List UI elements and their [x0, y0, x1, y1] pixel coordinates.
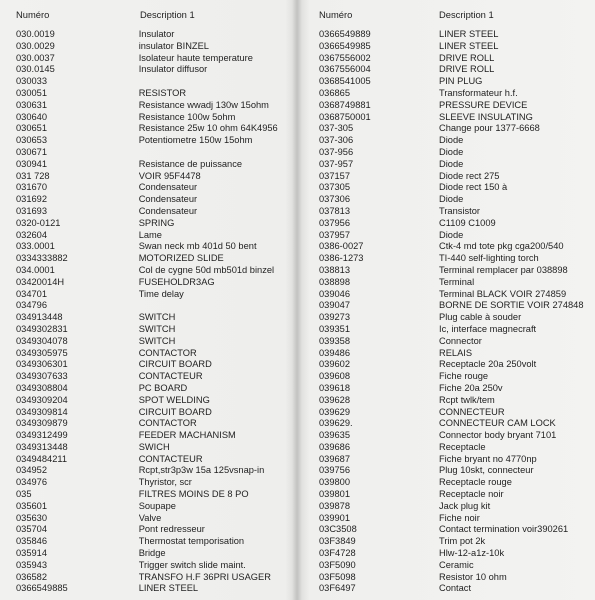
- table-row: [319, 395, 594, 407]
- part-description: Fiche 20a 250v: [439, 382, 503, 393]
- part-number: 039047: [319, 300, 351, 311]
- part-number: 037157: [319, 170, 351, 181]
- part-number: 039687: [319, 453, 351, 464]
- part-number: 03420014H: [16, 276, 65, 287]
- table-row: [16, 265, 297, 277]
- table-row: [319, 536, 594, 548]
- part-number: 0320-0121: [16, 217, 61, 228]
- table-row: [16, 454, 297, 466]
- table-row: [319, 501, 594, 513]
- part-number: 039046: [319, 288, 351, 299]
- table-row: [319, 583, 594, 595]
- part-description: Trigger switch slide maint.: [138, 559, 246, 570]
- table-row: [16, 312, 297, 324]
- table-row: [16, 442, 297, 454]
- part-number: 039618: [319, 382, 351, 393]
- part-description: LINER STEEL: [439, 40, 499, 51]
- table-row: [319, 147, 594, 159]
- part-description: Rcpt,str3p3w 15a 125vsnap-in: [138, 465, 265, 476]
- table-row: [16, 100, 297, 112]
- table-row: [319, 383, 594, 395]
- part-description: Contact termination voir390261: [439, 524, 569, 535]
- table-row: [16, 300, 297, 312]
- table-row: [16, 324, 297, 336]
- part-number: 032604: [16, 229, 48, 240]
- table-row: [16, 489, 297, 501]
- table-row: [319, 100, 594, 112]
- part-number: 0386-1273: [319, 253, 364, 264]
- part-number: 0349312499: [16, 430, 68, 441]
- part-number: 035943: [16, 559, 48, 570]
- part-number: 03F4728: [319, 548, 356, 559]
- table-row: [16, 501, 297, 513]
- part-description: Plug cable à souder: [439, 312, 522, 323]
- part-description: Diode: [439, 229, 464, 240]
- part-number: 0349484211: [16, 453, 68, 464]
- part-description: Fiche bryant no 4770np: [439, 453, 537, 464]
- part-description: Transistor: [439, 205, 480, 216]
- part-number: 0368541005: [319, 76, 371, 87]
- part-description: Receptacle noir: [439, 489, 504, 500]
- table-row: [16, 418, 297, 430]
- part-description: MOTORIZED SLIDE: [138, 253, 224, 264]
- part-description: Diode: [439, 135, 464, 146]
- table-row: [16, 64, 297, 76]
- part-number: 037956: [319, 217, 351, 228]
- part-description: RESISTOR: [138, 87, 187, 98]
- table-row: [16, 548, 297, 560]
- part-number: 0349304078: [16, 335, 68, 346]
- part-description: Resistance 25w 10 ohm 64K4956: [138, 123, 278, 134]
- table-row: [16, 359, 297, 371]
- part-number: 030.0037: [16, 52, 55, 63]
- part-description: VOIR 95F4478: [138, 170, 201, 181]
- table-row: [16, 123, 297, 135]
- table-row: [16, 430, 297, 442]
- part-description: Insulator: [138, 29, 175, 39]
- table-row: [16, 583, 297, 595]
- table-row: [319, 135, 594, 147]
- part-description: CONTACTEUR: [138, 453, 203, 464]
- part-number: 030033: [16, 76, 48, 87]
- part-description: SWICH: [138, 441, 170, 452]
- part-number: 035704: [16, 524, 48, 535]
- part-description: Thermostat temporisation: [138, 536, 245, 547]
- table-row: [319, 182, 594, 194]
- part-number: 038898: [319, 276, 351, 287]
- part-description: TRANSFO H.F 36PRI USAGER: [138, 571, 271, 582]
- part-description: CONNECTEUR CAM LOCK: [439, 418, 556, 429]
- part-number: 030653: [16, 135, 48, 146]
- table-row: [16, 289, 297, 301]
- part-number: 035914: [16, 548, 48, 559]
- table-row: [16, 253, 297, 265]
- table-row: [16, 135, 297, 147]
- table-header: [16, 0, 297, 20]
- table-row: [319, 253, 594, 265]
- part-number: 034.0001: [16, 264, 55, 275]
- part-number: 0349307633: [16, 371, 68, 382]
- part-number: 035846: [16, 536, 48, 547]
- part-number: 037957: [319, 229, 351, 240]
- part-description: Condensateur: [138, 194, 198, 205]
- part-description: Transformateur h.f.: [439, 87, 518, 98]
- part-number: 037-306: [319, 135, 354, 146]
- table-row: [16, 241, 297, 253]
- part-description: PIN PLUG: [439, 76, 483, 87]
- part-description: Ctk-4 md tote pkg cga200/540: [439, 241, 564, 252]
- table-row: [319, 265, 594, 277]
- part-number: 034952: [16, 465, 48, 476]
- table-row: [319, 194, 594, 206]
- table-row: [319, 454, 594, 466]
- table-row: [319, 513, 594, 525]
- part-number: 0368749881: [319, 99, 371, 110]
- part-description: Terminal BLACK VOIR 274859: [439, 288, 567, 299]
- part-number: 039756: [319, 465, 351, 476]
- table-row: [16, 147, 297, 159]
- part-number: 030640: [16, 111, 48, 122]
- part-number: 037813: [319, 205, 351, 216]
- part-number: 030051: [16, 87, 48, 98]
- table-row: [319, 241, 594, 253]
- part-description: Diode: [439, 158, 464, 169]
- part-description: Connector: [439, 335, 482, 346]
- part-number: 0366549889: [319, 29, 371, 39]
- part-number: 031 728: [16, 170, 50, 181]
- part-number: 0349313448: [16, 441, 68, 452]
- table-row: [319, 312, 594, 324]
- part-number: 030631: [16, 99, 48, 110]
- part-number: 030.0029: [16, 40, 55, 51]
- table-row: [319, 230, 594, 242]
- part-description: Receptacle: [439, 441, 486, 452]
- part-description: Condensateur: [138, 205, 198, 216]
- part-description: Swan neck mb 401d 50 bent: [138, 241, 257, 252]
- parts-list: [16, 29, 297, 595]
- table-row: [16, 407, 297, 419]
- part-description: Insulator diffusor: [138, 64, 208, 75]
- numero-header: Numéro: [16, 9, 50, 20]
- part-number: 039358: [319, 335, 351, 346]
- table-row: [319, 112, 594, 124]
- part-number: 037-305: [319, 123, 354, 134]
- part-number: 039628: [319, 394, 351, 405]
- part-description: LINER STEEL: [439, 29, 499, 39]
- table-row: [319, 29, 594, 41]
- part-description: Contact: [439, 583, 472, 594]
- part-description: Terminal: [439, 276, 475, 287]
- part-number: 031693: [16, 205, 48, 216]
- part-description: Hlw-12-a1z-10k: [439, 548, 505, 559]
- part-number: 0367556002: [319, 52, 371, 63]
- part-description: Soupape: [138, 500, 176, 511]
- table-row: [16, 41, 297, 53]
- table-row: [16, 53, 297, 65]
- part-description: LINER STEEL: [138, 583, 199, 594]
- part-number: 039602: [319, 359, 351, 370]
- part-number: 034976: [16, 477, 48, 488]
- part-description: Diode: [439, 146, 464, 157]
- part-number: 030671: [16, 146, 48, 157]
- part-description: [139, 300, 297, 312]
- part-number: 0349308804: [16, 382, 68, 393]
- part-description: FUSEHOLDR3AG: [138, 276, 215, 287]
- part-description: Receptacle rouge: [439, 477, 512, 488]
- part-description: PC BOARD: [138, 382, 188, 393]
- table-row: [319, 277, 594, 289]
- part-description: CIRCUIT BOARD: [138, 406, 212, 417]
- table-row: [16, 524, 297, 536]
- part-description: SWITCH: [138, 323, 176, 334]
- table-row: [319, 300, 594, 312]
- part-number: 039273: [319, 312, 351, 323]
- part-description: Terminal remplacer par 038898: [439, 264, 568, 275]
- table-row: [319, 418, 594, 430]
- table-row: [16, 383, 297, 395]
- table-row: [16, 112, 297, 124]
- part-number: 0366549885: [16, 583, 68, 594]
- description-header: Description 1: [439, 9, 494, 20]
- part-description: Condensateur: [138, 182, 198, 193]
- part-description: Diode: [439, 194, 464, 205]
- part-number: 039686: [319, 441, 351, 452]
- part-number: 039901: [319, 512, 351, 523]
- description-header: Description 1: [140, 9, 195, 20]
- table-row: [319, 371, 594, 383]
- part-number: 039486: [319, 347, 351, 358]
- part-description: Resistance de puissance: [138, 158, 243, 169]
- part-number: 034930283​1: [16, 323, 68, 334]
- part-description: CIRCUIT BOARD: [138, 359, 212, 370]
- table-row: [319, 53, 594, 65]
- part-number: 039608: [319, 371, 351, 382]
- part-description: Jack plug kit: [439, 500, 491, 511]
- part-description: DRIVE ROLL: [439, 64, 495, 75]
- table-row: [319, 430, 594, 442]
- part-number: 037306: [319, 194, 351, 205]
- part-number: 031692: [16, 194, 48, 205]
- table-row: [16, 336, 297, 348]
- part-description: Fiche noir: [439, 512, 480, 523]
- table-row: [319, 524, 594, 536]
- table-row: [319, 336, 594, 348]
- part-description: FILTRES MOINS DE 8 PO: [138, 489, 249, 500]
- part-number: 036582: [16, 571, 48, 582]
- table-row: [319, 359, 594, 371]
- table-row: [319, 64, 594, 76]
- table-row: [16, 88, 297, 100]
- table-row: [319, 76, 594, 88]
- part-description: Time delay: [138, 288, 184, 299]
- table-row: [319, 348, 594, 360]
- part-number: 030651: [16, 123, 48, 134]
- table-row: [319, 218, 594, 230]
- part-number: 030941: [16, 158, 48, 169]
- table-row: [319, 477, 594, 489]
- part-description: SWITCH: [138, 312, 176, 323]
- parts-list: [319, 29, 594, 595]
- table-row: [319, 442, 594, 454]
- part-description: Change pour 1377-6668: [439, 123, 540, 134]
- table-row: [319, 123, 594, 135]
- part-number: 035: [16, 489, 32, 500]
- part-number: 03F3849: [319, 536, 356, 547]
- part-number: 039800: [319, 477, 351, 488]
- part-description: SPOT WELDING: [138, 394, 210, 405]
- part-number: 036865: [319, 87, 351, 98]
- part-number: 030.0019: [16, 29, 55, 39]
- part-description: FEEDER MACHANISM: [138, 430, 236, 441]
- table-row: [319, 159, 594, 171]
- table-row: [319, 171, 594, 183]
- table-row: [319, 324, 594, 336]
- table-row: [16, 513, 297, 525]
- table-header: [319, 0, 594, 20]
- part-description: C1109 C1009: [439, 217, 496, 228]
- part-description: Pont redresseur: [138, 524, 205, 535]
- part-description: DRIVE ROLL: [439, 52, 495, 63]
- part-number: 037-956: [319, 146, 354, 157]
- table-row: [16, 560, 297, 572]
- table-row: [319, 560, 594, 572]
- part-description: Receptacle 20a 250volt: [439, 359, 537, 370]
- part-description: Fiche rouge: [439, 371, 489, 382]
- part-number: 03F5090: [319, 559, 356, 570]
- part-number: 03F6497: [319, 583, 356, 594]
- part-number: 0349305975: [16, 347, 68, 358]
- part-number: 037-957: [319, 158, 354, 169]
- part-description: Resistance wwadj 130w 15ohm: [138, 99, 269, 110]
- part-description: [139, 147, 297, 159]
- table-row: [319, 289, 594, 301]
- part-description: Ceramic: [439, 559, 474, 570]
- part-description: SLEEVE INSULATING: [439, 111, 533, 122]
- table-row: [319, 41, 594, 53]
- table-row: [319, 206, 594, 218]
- part-description: Bridge: [138, 548, 166, 559]
- table-row: [16, 194, 297, 206]
- table-row: [319, 548, 594, 560]
- part-description: Ic, interface magnecraft: [439, 323, 537, 334]
- table-row: [16, 218, 297, 230]
- part-description: Diode rect 150 à: [439, 182, 508, 193]
- table-row: [16, 371, 297, 383]
- part-description: CONTACTOR: [138, 418, 197, 429]
- part-description: Col de cygne 50d mb501d binzel: [138, 264, 275, 275]
- part-number: 0367556004: [319, 64, 371, 75]
- part-number: 038813: [319, 264, 351, 275]
- part-description: insulator BINZEL: [138, 40, 209, 51]
- part-number: 03F5098: [319, 571, 356, 582]
- table-row: [16, 395, 297, 407]
- part-number: 0349309879: [16, 418, 68, 429]
- part-description: Plug 10skt, connecteur: [439, 465, 534, 476]
- table-row: [16, 348, 297, 360]
- part-number: 034701: [16, 288, 48, 299]
- part-number: 039635: [319, 430, 351, 441]
- part-number: 0349309814: [16, 406, 68, 417]
- numero-header: Numéro: [319, 9, 353, 20]
- table-row: [16, 477, 297, 489]
- part-description: Connector body bryant 7101: [439, 430, 557, 441]
- part-description: CONNECTEUR: [439, 406, 505, 417]
- table-row: [16, 230, 297, 242]
- part-description: Trim pot 2k: [439, 536, 486, 547]
- part-number: 039629.: [319, 418, 353, 429]
- table-row: [16, 182, 297, 194]
- left-page: [0, 0, 297, 600]
- table-row: [319, 465, 594, 477]
- table-row: [319, 407, 594, 419]
- part-description: Lame: [138, 229, 162, 240]
- part-number: 03C3508: [319, 524, 357, 535]
- part-number: 035630: [16, 512, 48, 523]
- part-number: 039801: [319, 489, 351, 500]
- table-row: [16, 465, 297, 477]
- table-row: [319, 489, 594, 501]
- table-row: [16, 572, 297, 584]
- part-description: Resistance 100w 5ohm: [138, 111, 236, 122]
- part-number: 039351: [319, 323, 351, 334]
- part-number: 0334333882: [16, 253, 68, 264]
- part-description: Diode rect 275: [439, 170, 500, 181]
- part-description: Isolateur haute temperature: [138, 52, 253, 63]
- part-number: 0386-0027: [319, 241, 364, 252]
- part-description: BORNE DE SORTIE VOIR 274848: [439, 300, 584, 311]
- part-description: TI-440 self-lighting torch: [439, 253, 539, 264]
- part-number: 037305: [319, 182, 351, 193]
- table-row: [16, 536, 297, 548]
- table-row: [16, 159, 297, 171]
- part-description: Rcpt twlk/tem: [439, 394, 495, 405]
- part-description: Resistor 10 ohm: [439, 571, 507, 582]
- table-row: [16, 277, 297, 289]
- part-number: 0368750001: [319, 111, 371, 122]
- part-number: 039629: [319, 406, 351, 417]
- part-number: 031670: [16, 182, 48, 193]
- part-number: 039878: [319, 500, 351, 511]
- part-description: [139, 76, 297, 88]
- part-number: 0349306301: [16, 359, 68, 370]
- part-description: SWITCH: [138, 335, 176, 346]
- part-description: Thyristor, scr: [138, 477, 192, 488]
- table-row: [16, 206, 297, 218]
- part-number: 033.0001: [16, 241, 55, 252]
- table-row: [16, 76, 297, 88]
- part-number: 0366549985: [319, 40, 371, 51]
- part-description: CONTACTOR: [138, 347, 197, 358]
- table-row: [16, 29, 297, 41]
- table-row: [16, 171, 297, 183]
- part-number: 0349309204: [16, 394, 68, 405]
- part-description: Valve: [138, 512, 162, 523]
- part-number: 034796: [16, 300, 48, 311]
- part-description: Potentiometre 150w 15ohm: [138, 135, 253, 146]
- part-number: 035601: [16, 500, 48, 511]
- table-row: [319, 88, 594, 100]
- part-description: SPRING: [138, 217, 175, 228]
- part-number: 034913448: [16, 312, 63, 323]
- part-description: CONTACTEUR: [138, 371, 203, 382]
- part-description: PRESSURE DEVICE: [439, 99, 528, 110]
- right-page: [297, 0, 594, 600]
- part-number: 030.0145: [16, 64, 55, 75]
- table-row: [319, 572, 594, 584]
- part-description: RELAIS: [439, 347, 473, 358]
